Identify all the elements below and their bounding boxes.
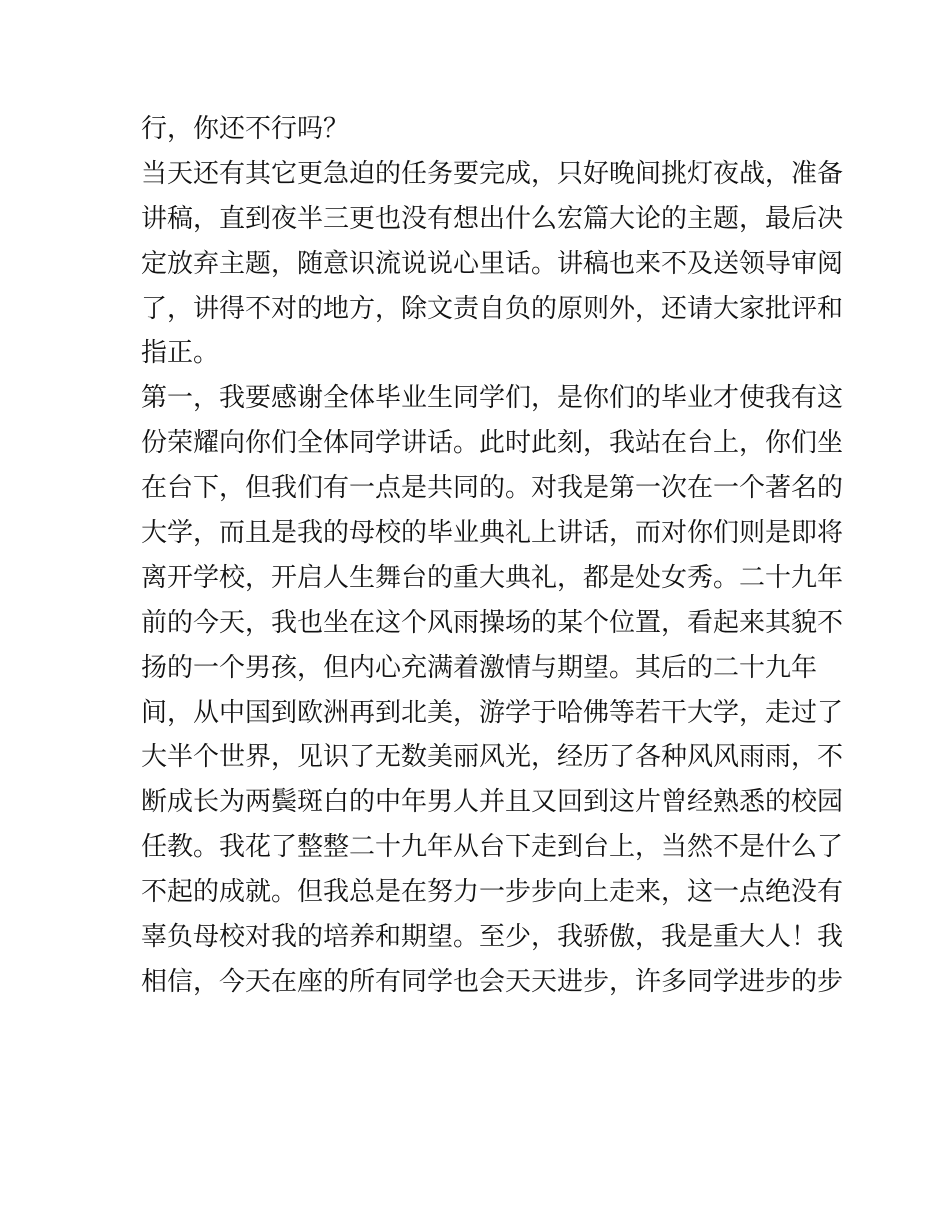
text-line: 辜负母校对我的培养和期望。至少，我骄傲，我是重大人！我 xyxy=(141,922,844,953)
text-line: 不起的成就。但我总是在努力一步步向上走来，这一点绝没有 xyxy=(141,877,844,908)
text-line: 第一，我要感谢全体毕业生同学们，是你们的毕业才使我有这 xyxy=(141,383,844,414)
text-line: 任教。我花了整整二十九年从台下走到台上，当然不是什么了 xyxy=(141,832,844,863)
text-line: 指正。 xyxy=(141,338,220,369)
text-line: 了，讲得不对的地方，除文责自负的原则外，还请大家批评和 xyxy=(141,293,844,324)
speech-text xyxy=(141,107,844,1005)
text-line: 断成长为两鬓斑白的中年男人并且又回到这片曾经熟悉的校园 xyxy=(141,787,844,818)
text-line: 扬的一个男孩，但内心充满着激情与期望。其后的二十九年 xyxy=(141,652,818,683)
text-line: 份荣耀向你们全体同学讲话。此时此刻，我站在台上，你们坐 xyxy=(141,428,844,459)
text-line: 相信，今天在座的所有同学也会天天进步，许多同学进步的步 xyxy=(141,966,844,997)
text-line: 前的今天，我也坐在这个风雨操场的某个位置，看起来其貌不 xyxy=(141,607,844,638)
text-line: 大半个世界，见识了无数美丽风光，经历了各种风风雨雨，不 xyxy=(141,742,844,773)
text-line: 当天还有其它更急迫的任务要完成，只好晚间挑灯夜战，准备 xyxy=(141,158,844,189)
text-line: 大学，而且是我的母校的毕业典礼上讲话，而对你们则是即将 xyxy=(141,518,844,549)
text-line: 离开学校，开启人生舞台的重大典礼，都是处女秀。二十九年 xyxy=(141,562,844,593)
text-line: 在台下，但我们有一点是共同的。对我是第一次在一个著名的 xyxy=(141,473,844,504)
text-line: 行，你还不行吗？ xyxy=(141,114,350,144)
text-line: 讲稿，直到夜半三更也没有想出什么宏篇大论的主题，最后决 xyxy=(141,203,844,234)
text-line: 间，从中国到欧洲再到北美，游学于哈佛等若干大学，走过了 xyxy=(141,697,844,728)
text-line: 定放弃主题，随意识流说说心里话。讲稿也来不及送领导审阅 xyxy=(141,248,844,279)
